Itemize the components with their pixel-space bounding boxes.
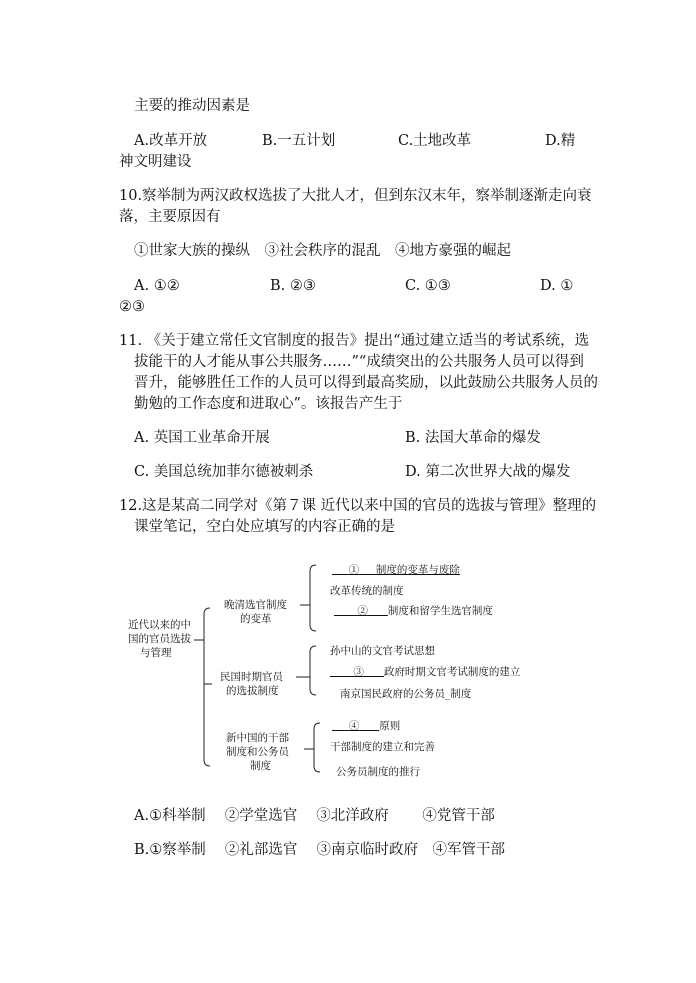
- q10-option-d-continued: ②③: [119, 299, 145, 315]
- q12-option-b: B.①察举制 ②礼部选官 ③南京临时政府 ④军管干部: [134, 842, 505, 858]
- branch-1-label-line-2: 的变革: [240, 613, 272, 625]
- q10-items: ①世家大族的操纵 ③社会秩序的混乱 ④地方豪强的崛起: [134, 243, 511, 259]
- branch-1-item-1: ① 制度的变革与废除: [332, 563, 460, 577]
- branch-1-label-line-1: 晚清选官制度: [224, 599, 287, 611]
- blank-2: ②: [357, 605, 368, 617]
- q10-stem-line-2: 落，主要原因有: [119, 209, 221, 225]
- q10-option-d: D. ①: [540, 278, 574, 294]
- q9-option-a: A.改革开放: [134, 133, 208, 149]
- branch-1-bracket: [310, 565, 316, 631]
- q10-option-c: C. ①③: [405, 278, 451, 294]
- q11-stem-line-2: 拔能干的人才能从事公共服务……”“成绩突出的公共服务人员可以得到: [134, 354, 584, 370]
- q11-option-b: B. 法国大革命的爆发: [405, 430, 541, 446]
- diagram-root-line-1: 近代以来的中: [128, 619, 191, 631]
- branch-2-label-line-2: 的选拔制度: [226, 685, 279, 697]
- branch-3-label-line-2: 制度和公务员: [226, 746, 289, 758]
- q9-option-d: D.精: [545, 133, 576, 149]
- q11-option-c: C. 美国总统加菲尔德被刺杀: [134, 464, 314, 480]
- q11-option-d: D. 第二次世界大战的爆发: [405, 464, 571, 480]
- branch-2-item-3: 南京国民政府的公务员_制度: [340, 688, 472, 700]
- branch-2-item-2: ③ 政府时期文官考试制度的建立: [330, 665, 520, 679]
- branch-1-item-2: 改革传统的制度: [330, 585, 404, 597]
- blank-3: ③: [353, 666, 364, 678]
- blank-4: ④: [348, 720, 360, 732]
- branch-2-bracket: [310, 646, 316, 695]
- branch-1-item-3: ② 制度和留学生选官制度: [334, 604, 493, 618]
- branch-3-label-line-3: 制度: [250, 760, 271, 772]
- branch-3-item-2: 干部制度的建立和完善: [330, 741, 435, 753]
- branch-3-label-line-1: 新中国的干部: [226, 732, 289, 744]
- diagram-root-line-2: 国的官员选拔: [128, 633, 191, 645]
- q12-stem-line-2: 课堂笔记，空白处应填写的内容正确的是: [134, 519, 395, 535]
- q10-option-a: A. ①②: [134, 278, 180, 294]
- branch-2-label-line-1: 民国时期官员: [220, 671, 283, 683]
- q11-stem-line-3: 晋升，能够胜任工作的人员可以得到最高奖励，以此鼓励公共服务人员的: [134, 375, 598, 391]
- root-bracket: [204, 608, 210, 766]
- q11-stem-line-4: 勤勉的工作态度和进取心”。该报告产生于: [134, 396, 403, 412]
- q12-stem-line-1: 12.这是某高二同学对《第７课 近代以来中国的官员的选拔与管理》整理的: [119, 498, 597, 514]
- branch-3-item-1: ④ 原则: [332, 719, 400, 733]
- diagram-root-line-3: 与管理: [140, 647, 172, 659]
- blank-1: ①: [348, 564, 360, 576]
- q9-stem-tail: 主要的推动因素是: [134, 98, 250, 114]
- q12-option-a: A.①科举制 ②学堂选官 ③北洋政府 ④党管干部: [134, 808, 495, 824]
- q11-option-a: A. 英国工业革命开展: [134, 430, 270, 446]
- branch-3-item-3: 公务员制度的推行: [336, 766, 420, 778]
- branch-2-item-1: 孙中山的文官考试思想: [330, 645, 435, 657]
- branch-3-bracket: [314, 723, 320, 772]
- q9-option-b: B.一五计划: [262, 133, 336, 149]
- q9-option-d-continued: 神文明建设: [119, 154, 192, 170]
- q11-stem-line-1: 11. 《关于建立常任文官制度的报告》提出“通过建立适当的考试系统，选: [119, 333, 590, 349]
- q10-stem-line-1: 10.察举制为两汉政权选拔了大批人才，但到东汉末年，察举制逐渐走向衰: [119, 188, 592, 204]
- q10-option-b: B. ②③: [270, 278, 316, 294]
- q9-option-c: C.土地改革: [398, 133, 472, 149]
